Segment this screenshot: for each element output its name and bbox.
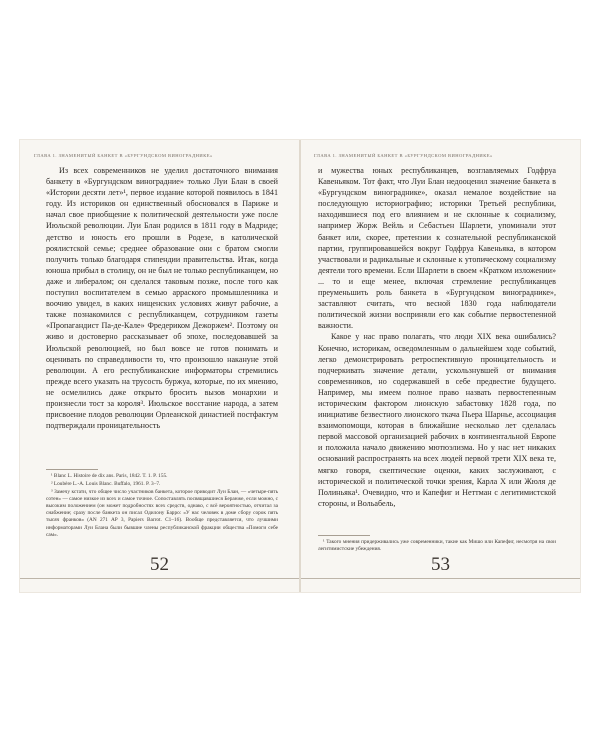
footnote: ¹ Такого мнения придерживались уже современники, такие как Мишо или Капефиг, несмотря на свои легитимистские убеждения.	[318, 539, 556, 553]
footnote-rule	[318, 535, 370, 536]
running-head: ГЛАВА 1. ЗНАМЕНИТЫЙ БАНКЕТ В «БУРГУНДСКОМ ВИНОГРАДНИКЕ»	[314, 153, 493, 158]
footnotes	[46, 473, 278, 540]
right-page	[301, 140, 580, 592]
footnote-rule	[46, 469, 98, 470]
footnote: ³ Замечу кстати, что общее число участников банкета, которое приводит Луи Блан, — «четыре-пять сотен» — самое низкое из всех и самое точное. Сопоставлять посвящавшиеся Беранже, если можно, с высоким положением (он может подробностях всех средств, однако, с всё вероятностью, отчитал за снабжение; сразу после банкета он писал Одилону Барро: «У нас человек в доме сбору сорок пять тысяч франков» (AN 271 AP 3, Papiers Barrot. C1–16). Вообще представляется, что лучшими информаторами Луи Блана были бывшие члены республиканской фракции общества «Помоги себе сам».	[46, 488, 278, 538]
paragraph: Из всех современников не уделил достаточного внимания банкету в «Бургундском виноградние» только Луи Блан в своей «Истории десяти лет»¹, первое издание которой появилось в 1841 году. Из историков он единственный обосновался в Париже и начал свое приобщение к политической деятельности уже после Июльской революции. Луи Блан родился в 1811 году в Мадриде; детство и юность его прошли в Родезе, в католической роялистской семье; среднее образование они с братом смогли получить только благодаря стипендии правительства. Итак, когда юноша прибыл в столицу, он не был не только республиканцем, но даже и либералом; он сделался таковым позже, после того как поступил воспитателем в семью арраского промышленника и воочию увидел, в каких нищенских условиях живут рабочие, а также познакомился с республиканцем, сотрудником газеты «Пропагандист Па-де-Кале» Фредериком Дежоржем². Поэтому он живо и достоверно рассказывает об эпохе, последовавшей за Июльской революцией, но был вовсе не готов понимать и оценивать по справедливости то, что произошло накануне этой революции. А его республиканские информаторы стремились прежде всего указать на трусость буржуа, которые, по их мнению, не осмелились даже открыто бросить вызов монархии и произнесли тост за короля³. Июльское восстание народа, а затем присвоение плодов революции Орлеанской династией постфактум подтверждали проницательность	[46, 166, 278, 431]
book-spread	[20, 140, 580, 592]
paragraph: и мужества юных республиканцев, возглавляемых Годфруа Кавеньяком. Тот факт, что Луи Блан недооценил значение банкета в «Бургундском винограднике», оказал немалое воздействие на последующую историографию; историки Третьей республики, находившиеся под его влиянием и не склонные к социализму, например Жорж Вейль и Себастьен Шарлети, упоминали этот банкет или, скорее, претензии к сознательной республиканской партии, группировавшейся вокруг Годфруа Кавеньяка, в котором участвовали и радикальные и склонные к утопическому социализму деятели того времени. Если Шарлети в своем «Кратком изложении» ... то и еще менее, включая стремление республиканцев преуменьшить роль банкета в «Бургундском винограднике», заставляют считать, что весной 1830 года наблюдатели политической жизни восприняли его как событие первостепенной важности.	[318, 166, 556, 331]
paragraph: Какое у нас право полагать, что люди XIX века ошибались? Конечно, историкам, осведомленным о дальнейшем ходе событий, легко демонстрировать ретроспективную проницательность и подчеркивать значение детали, ускользнувшей от внимания современников, но содержавшей в себе предвестие будущего. Например, мы имеем полное право назвать первостепенным историческим фактором лионскую забастовку 1828 года, по инициативе безвестного лионского ткача Пьера Шарнье, ассоциация взаимопомощи, которая в ближайшие несколько лет сделалась первой массовой организацией рабочих в континентальной Европе и положила начало движению мютюэлизма. Но у нас нет никаких оснований распространять на всех людей первой трети XIX века те, мягко говоря, скептические оценки, каких заслуживают, с исторической и политической точки зрения, Карла X или Жюля де Полиньяка¹. Очевидно, что и Капефиг и Неттман с легитимистской стороны, и Вольабель,	[318, 332, 556, 508]
page-number: 52	[150, 554, 169, 575]
left-page	[20, 140, 299, 592]
folio-rule	[301, 578, 580, 579]
page-number: 53	[431, 554, 450, 575]
body-text	[46, 165, 278, 431]
footnote: ² Loubère L.-A. Louis Blanc. Buffalo, 1961. P. 3–7.	[51, 480, 161, 487]
footnote: ¹ Blanc L. Histoire de dix ans. Paris, 1842. T. 1. P. 155.	[51, 473, 168, 479]
footnotes	[318, 539, 556, 554]
running-head: ГЛАВА 1. ЗНАМЕНИТЫЙ БАНКЕТ В «БУРГУНДСКОМ ВИНОГРАДНИКЕ»	[34, 153, 213, 158]
body-text	[318, 165, 556, 509]
folio-rule	[20, 578, 299, 579]
